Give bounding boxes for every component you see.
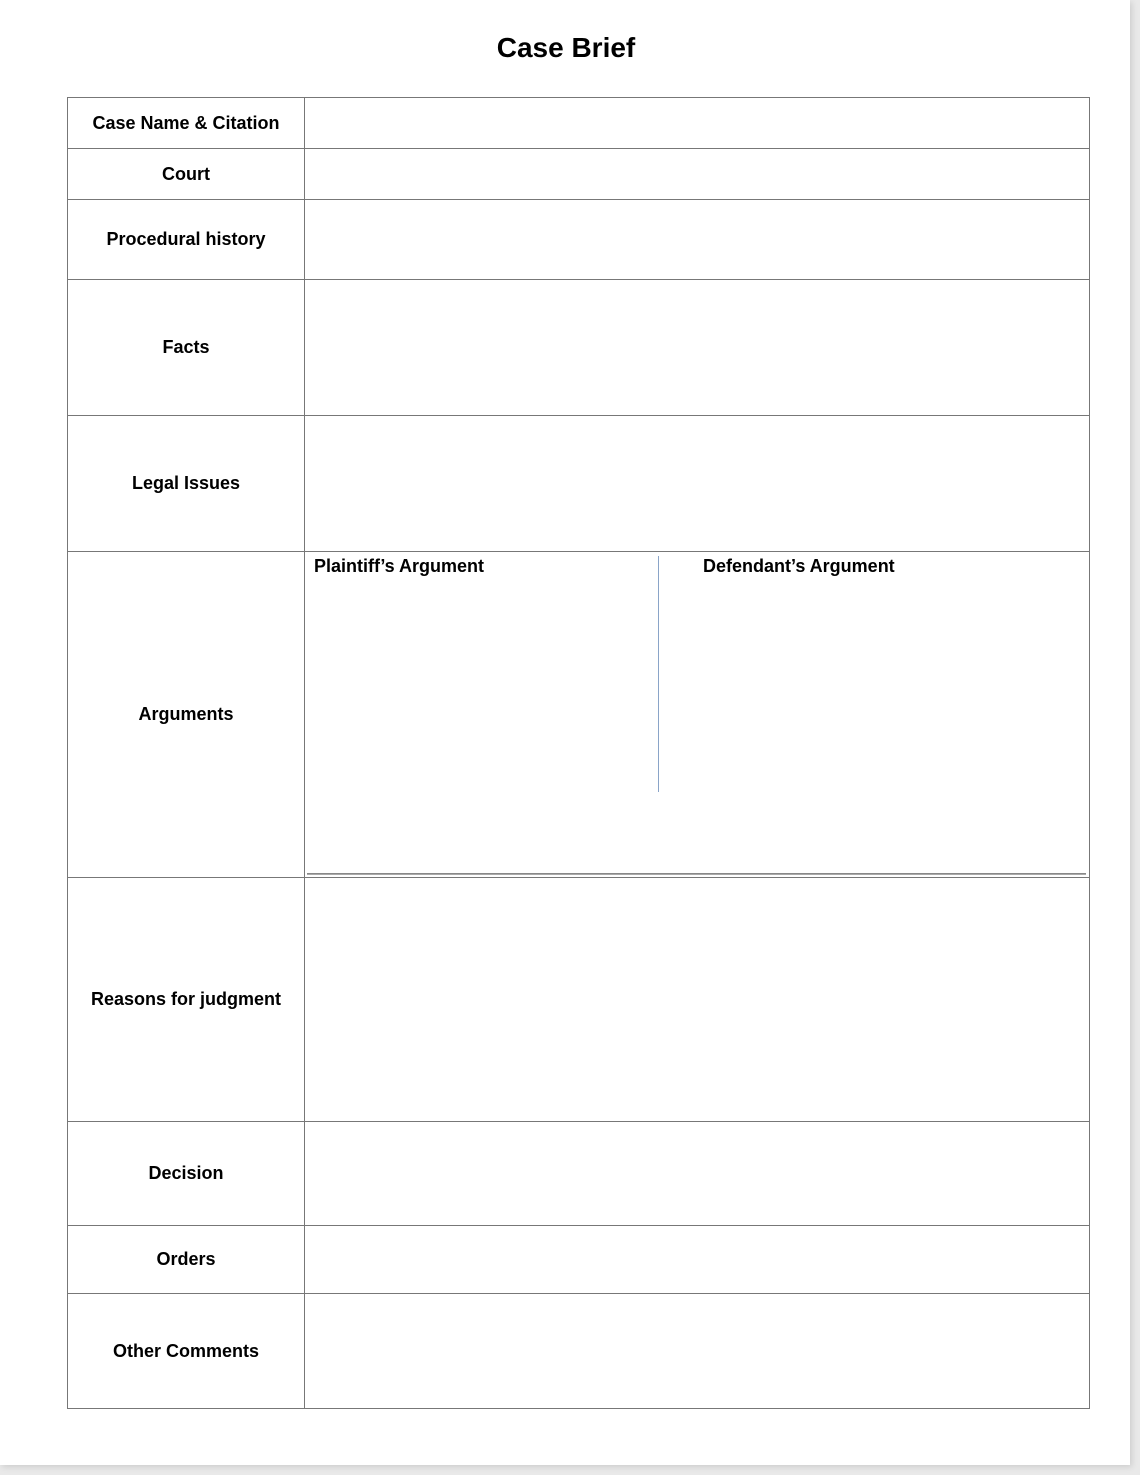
legal-issues-field[interactable]	[305, 416, 1089, 551]
plaintiff-argument-label: Plaintiff’s Argument	[314, 556, 484, 576]
case-name-field[interactable]	[305, 98, 1089, 148]
row-legal-issues	[68, 415, 1089, 551]
argument-divider	[658, 556, 659, 792]
other-comments-field[interactable]	[305, 1294, 1089, 1408]
row-arguments	[68, 551, 1089, 877]
row-reasons	[68, 877, 1089, 1121]
row-label: Case Name & Citation	[68, 98, 305, 148]
decision-field[interactable]	[305, 1122, 1089, 1225]
page-title: Case Brief	[496, 32, 636, 63]
row-label: Orders	[68, 1226, 305, 1293]
arguments-bottom-rule	[307, 873, 1086, 875]
row-court	[68, 148, 1089, 199]
row-label: Court	[68, 149, 305, 199]
row-procedural-history	[68, 199, 1089, 279]
defendant-argument-label: Defendant’s Argument	[703, 556, 895, 576]
row-label: Arguments	[68, 552, 305, 877]
row-other-comments	[68, 1293, 1089, 1408]
row-facts	[68, 279, 1089, 415]
procedural-history-field[interactable]	[305, 200, 1089, 279]
orders-field[interactable]	[305, 1226, 1089, 1293]
row-label: Facts	[68, 280, 305, 415]
row-label: Reasons for judgment	[68, 878, 305, 1121]
row-decision	[68, 1121, 1089, 1225]
row-label: Legal Issues	[68, 416, 305, 551]
arguments-cell	[305, 552, 1089, 877]
row-label: Decision	[68, 1122, 305, 1225]
row-label: Other Comments	[68, 1294, 305, 1408]
row-orders	[68, 1225, 1089, 1293]
court-field[interactable]	[305, 149, 1089, 199]
facts-field[interactable]	[305, 280, 1089, 415]
row-case-name	[68, 98, 1089, 148]
reasons-field[interactable]	[305, 878, 1089, 1121]
case-brief-table	[67, 97, 1090, 1409]
row-label: Procedural history	[68, 200, 305, 279]
